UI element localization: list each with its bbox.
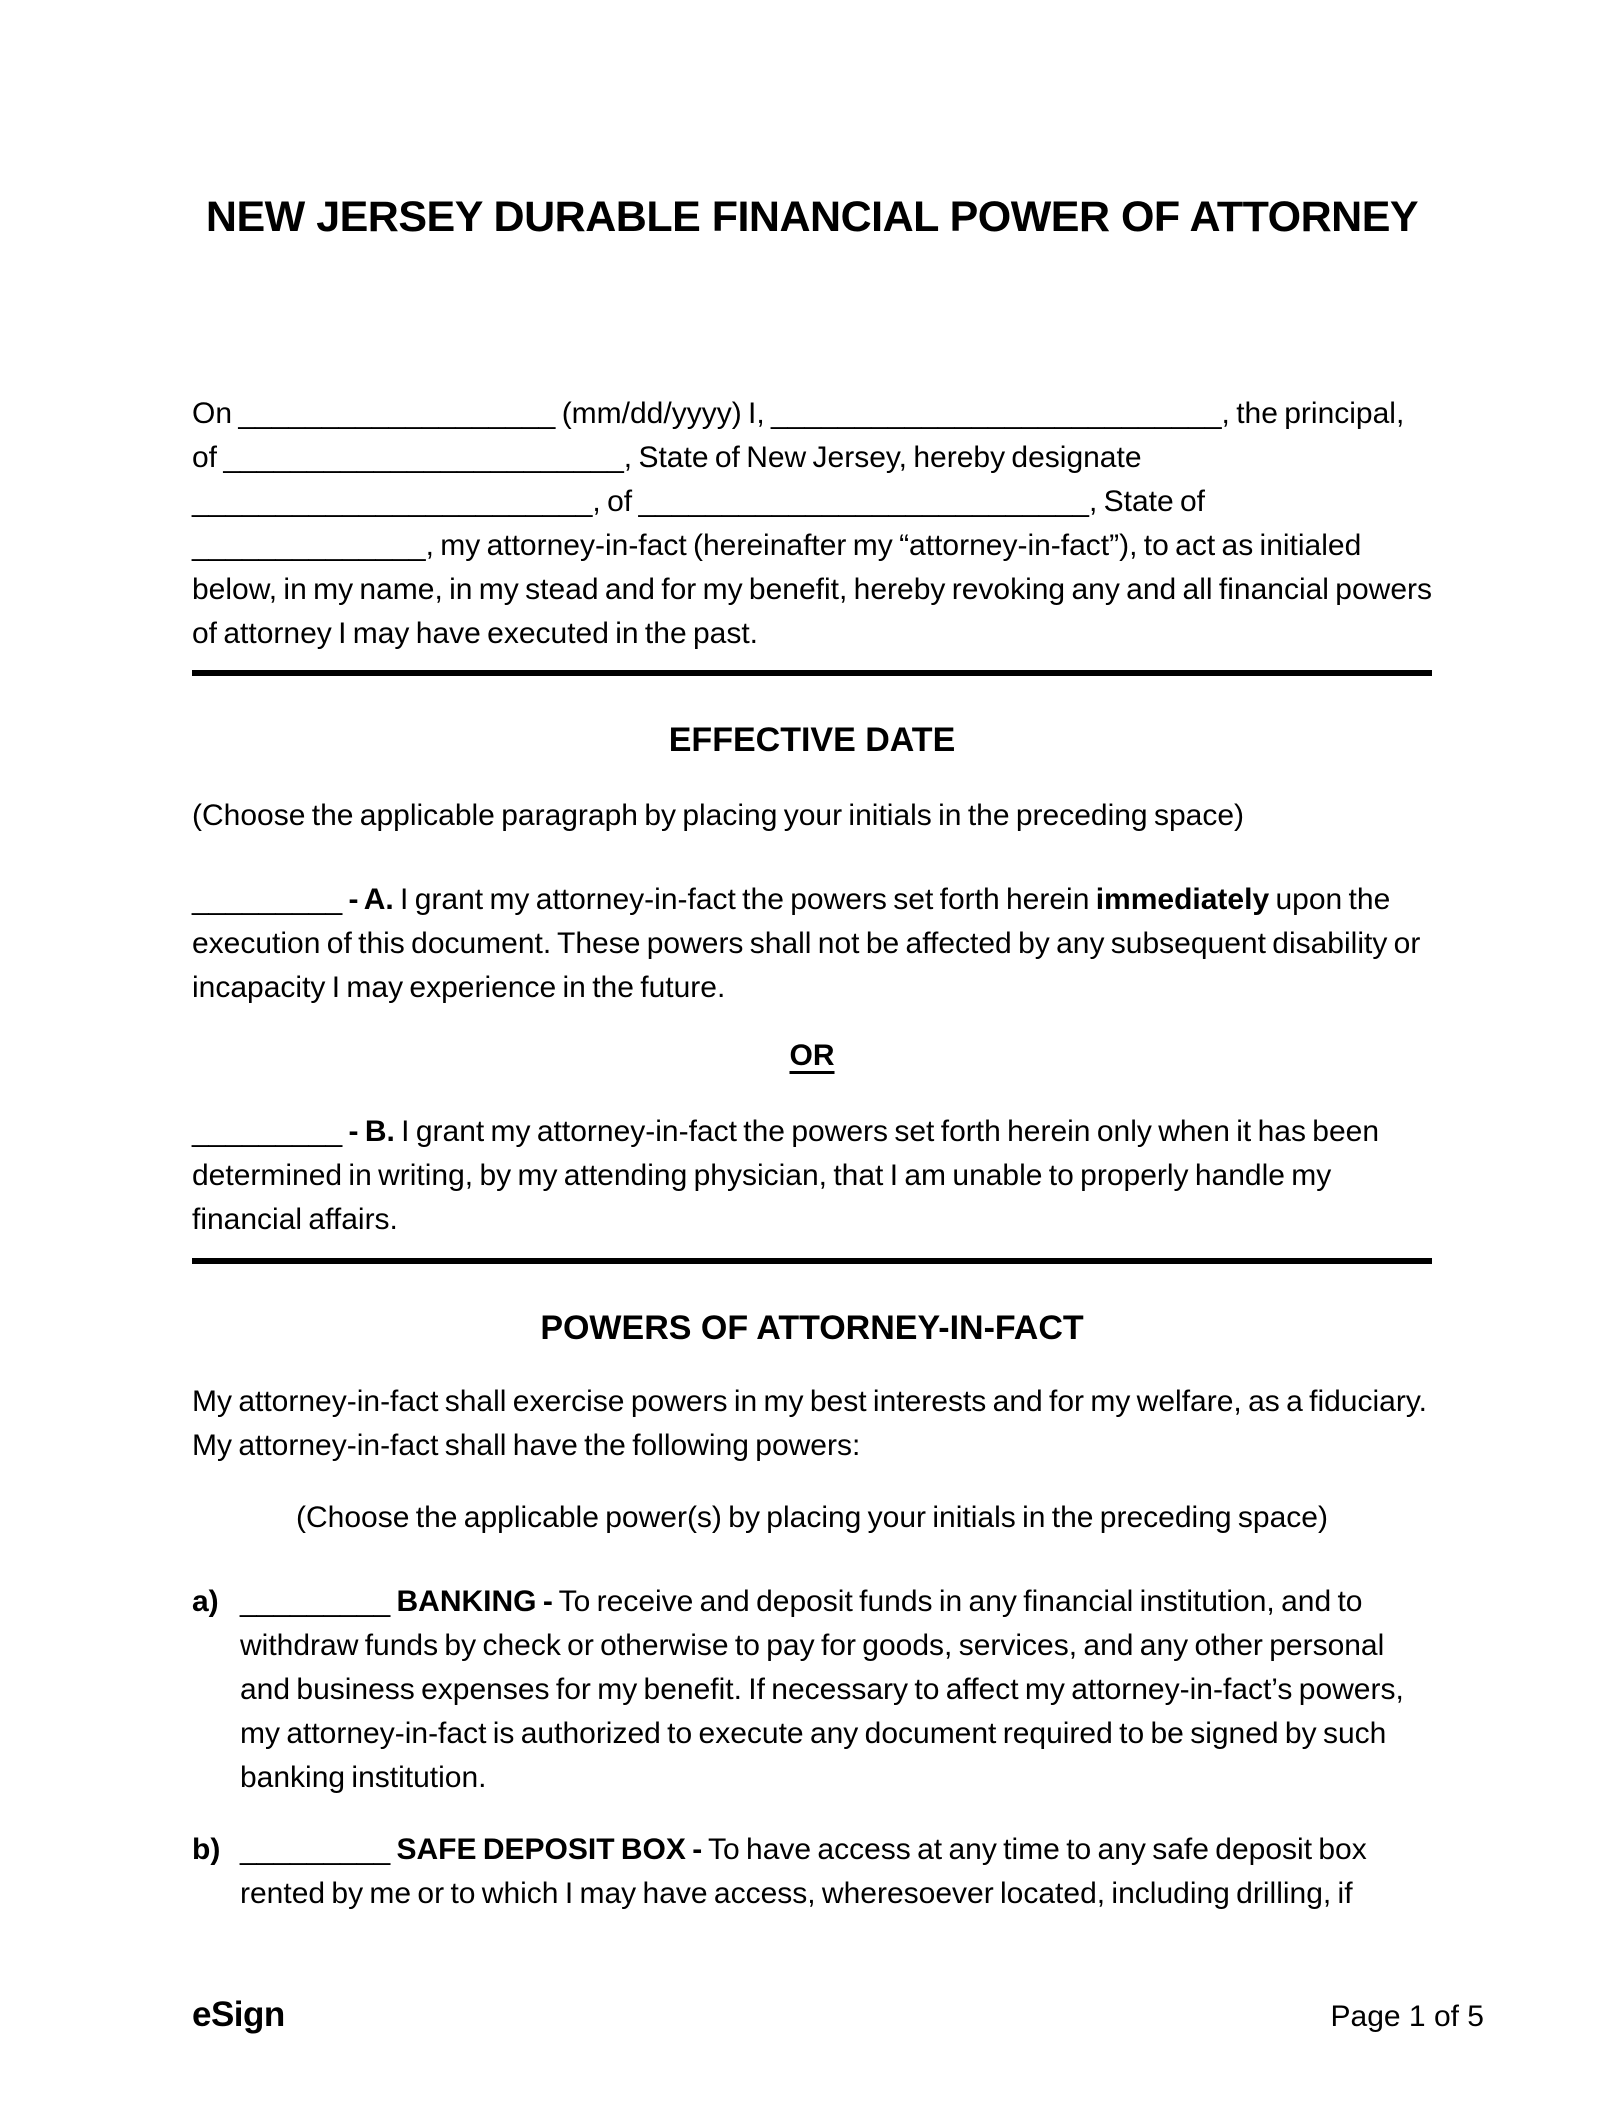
document-content	[0, 192, 1624, 1916]
item-label-b: b)	[192, 1833, 221, 1866]
section-divider-2	[192, 1258, 1432, 1264]
effective-date-instruction: (Choose the applicable paragraph by placing your initials in the preceding space)	[192, 799, 1244, 832]
document-title: NEW JERSEY DURABLE FINANCIAL POWER OF ATTORNEY	[205, 193, 1419, 241]
effective-date-heading: EFFECTIVE DATE	[668, 721, 956, 759]
powers-instruction: (Choose the applicable power(s) by placing your initials in the preceding space)	[296, 1501, 1328, 1534]
option-a-paragraph: _________ - A. I grant my attorney-in-fact the powers set forth herein immediately upon the execution of this document. These powers shall not be affected by any subsequent disability or incapacity I may experience in the future.	[192, 883, 1421, 1004]
or-separator	[192, 1034, 1432, 1078]
item-label-a: a)	[192, 1585, 219, 1618]
esign-logo: eSign	[192, 1995, 285, 2034]
option-b-paragraph: _________ - B. I grant my attorney-in-fact the powers set forth herein only when it has been determined in writing, by my attending physician, that I am unable to properly handle my financial affairs.	[192, 1115, 1380, 1236]
or-label: OR	[789, 1039, 835, 1072]
powers-heading: POWERS OF ATTORNEY-IN-FACT	[540, 1309, 1084, 1347]
power-item-safe-deposit-box	[192, 1828, 1432, 1916]
intro-paragraph: On ___________________ (mm/dd/yyyy) I, ___________________________, the principal, of ________________________, State of New Jersey, hereby designate ________________________, of ___________________________, State of ______________, my attorney-in-fact (hereinafter my “attorney-in-fact”), to act as initialed below, in my name, in my stead and for my benefit, hereby revoking any and all financial powers of attorney I may have executed in the past.	[192, 397, 1433, 650]
power-item-banking	[192, 1580, 1432, 1800]
page-number-label: Page 1 of 5	[1330, 2000, 1484, 2033]
powers-intro-paragraph: My attorney-in-fact shall exercise powers in my best interests and for my welfare, as a fiduciary. My attorney-in-fact shall have the following powers:	[192, 1385, 1427, 1462]
item-text-banking: _________ BANKING - To receive and deposit funds in any financial institution, and to withdraw funds by check or otherwise to pay for goods, services, and any other personal and business expenses for my benefit. If necessary to affect my attorney-in-fact’s powers, my attorney-in-fact is authorized to execute any document required to be signed by such banking institution.	[240, 1585, 1404, 1794]
item-text-safe-deposit-box: _________ SAFE DEPOSIT BOX - To have access at any time to any safe deposit box rented by me or to which I may have access, wheresoever located, including drilling, if	[240, 1833, 1367, 1910]
section-divider-1	[192, 670, 1432, 676]
page-footer	[192, 1995, 1484, 2035]
